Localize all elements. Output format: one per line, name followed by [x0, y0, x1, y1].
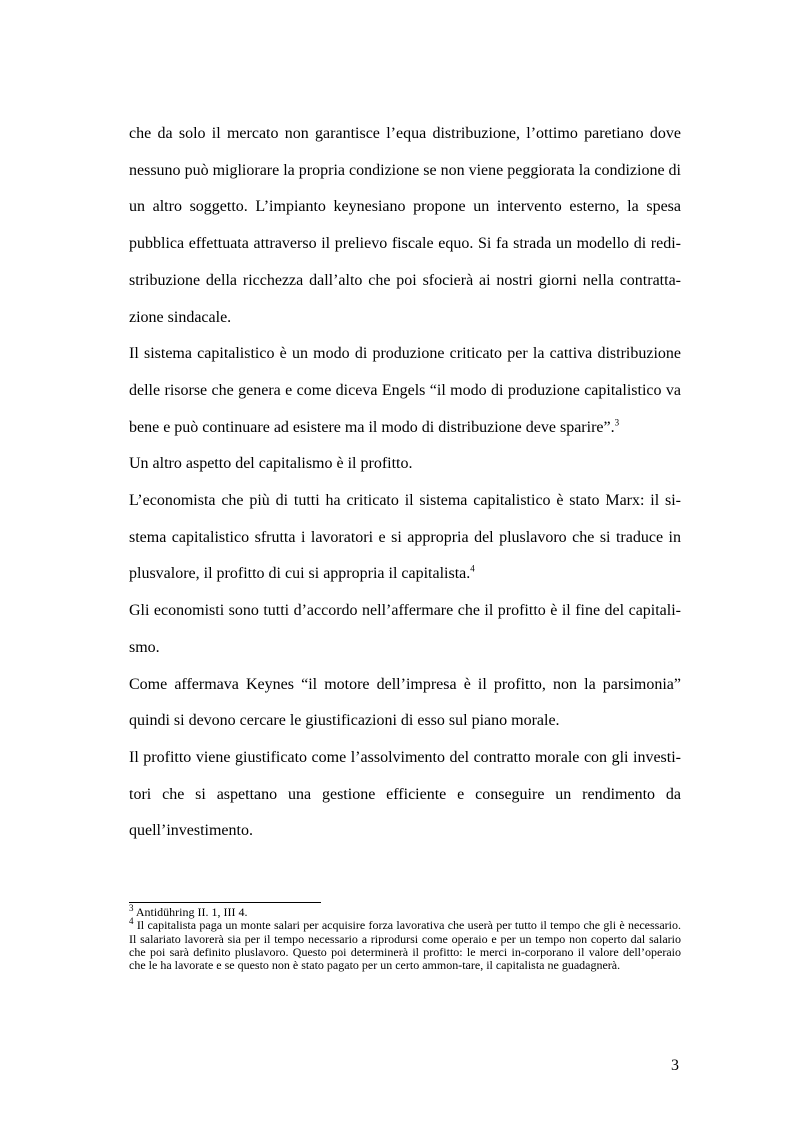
paragraph [129, 446, 681, 483]
paragraph [129, 740, 681, 850]
paragraph-text: L’economista che più di tutti ha criticato il sistema capitalistico è stato Marx: il si-stema capitalistico sfrutta i lavoratori e si appropria del pluslavoro che si traduce in plusvalore, il profitto di cui si appropria il capitalista. [129, 492, 681, 583]
footnotes [129, 903, 681, 973]
footnote-number: 3 [129, 903, 134, 913]
footnote-text: Il capitalista paga un monte salari per acquisire forza lavorativa che userà per tutto il tempo che gli è necessario. Il salariato lavorerà sia per il tempo necessario a riprodursi come operaio e per un tempo non coperto dal salario che poi sarà definito pluslavoro. Questo poi determinerà il profitto: le merci in-corporano il valore dell’operaio che le ha lavorate e se questo non è stato pagato per un certo ammon-tare, il capitalista ne guadagnerà. [129, 918, 681, 973]
footnote-text: Antidühring II. 1, III 4. [135, 905, 248, 919]
page-number: 3 [671, 1057, 679, 1074]
paragraph [129, 116, 681, 336]
footnote-reference[interactable]: 4 [470, 564, 475, 575]
paragraph-text: Il profitto viene giustificato come l’assolvimento del contratto morale con gli investi-tori che si aspettano una gestione efficiente e conseguire un rendimento da quell’investimento. [129, 748, 681, 840]
paragraph [129, 593, 681, 666]
paragraph [129, 667, 681, 740]
footnote-separator [129, 902, 321, 903]
body-text [129, 116, 681, 850]
paragraph-text: Come affermava Keynes “il motore dell’impresa è il profitto, non la parsimonia” quindi si devono cercare le giustificazioni di esso sul piano morale. [129, 675, 681, 730]
paragraph-text: Gli economisti sono tutti d’accordo nell’affermare che il profitto è il fine del capitali-smo. [129, 602, 681, 656]
paragraph-text: Un altro aspetto del capitalismo è il profitto. [129, 455, 413, 473]
paragraph-text: che da solo il mercato non garantisce l’equa distribuzione, l’ottimo paretiano dove nessuno può migliorare la propria condizione se non viene peggiorata la condizione di un altro soggetto. L’impianto keynesiano propone un intervento esterno, la spesa pubblica effettuata attraverso il prelievo fiscale equo. Si fa strada un modello di redi-stribuzione della ricchezza dall’alto che poi sfocierà ai nostri giorni nella contratta-zione sindacale. [129, 125, 681, 326]
footnote-reference[interactable]: 3 [614, 417, 620, 428]
paragraph [129, 483, 681, 593]
footnote-number: 4 [129, 916, 134, 927]
paragraph [129, 336, 681, 446]
paragraph-text: Il sistema capitalistico è un modo di produzione criticato per la cattiva distribuzione delle risorse che genera e come diceva Engels “il modo di produzione capitalistico va bene e può continuare ad esistere ma il modo di distribuzione deve sparire”. [129, 345, 681, 436]
footnote [129, 916, 681, 973]
